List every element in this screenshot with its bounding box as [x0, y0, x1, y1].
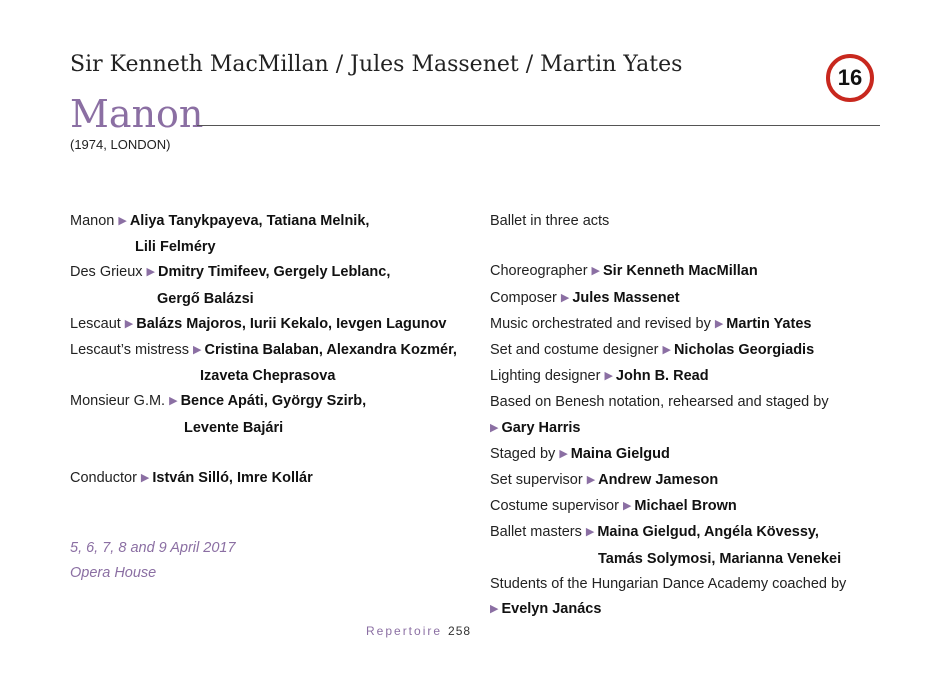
arrow-icon: ▶ [585, 526, 595, 539]
ballet-description: Ballet in three acts [490, 213, 610, 229]
page-title: Manon [70, 92, 204, 136]
credit-row-choreographer [490, 259, 890, 285]
role-label: Lescaut [70, 315, 121, 332]
credit-row-students [490, 572, 890, 597]
credit-row-staged [490, 442, 890, 468]
credit-name: Maina Gielgud, Angéla Kövessy, [597, 524, 819, 541]
cast-row-monsieur-gm [70, 389, 470, 415]
credit-label: Costume supervisor [490, 498, 619, 515]
credit-row-students-name [490, 597, 890, 623]
credit-label: Music orchestrated and revised by [490, 315, 711, 332]
cast-row-lescaut [70, 312, 470, 338]
credit-label: Set and costume designer [490, 342, 659, 358]
arrow-icon: ▶ [622, 500, 632, 513]
cast-names: István Silló, Imre Kollár [152, 470, 313, 487]
age-rating-badge [826, 54, 874, 102]
authors-line: Sir Kenneth MacMillan / Jules Massenet / Martin Yates [70, 52, 683, 77]
role-label: Manon [70, 213, 115, 229]
spacer [70, 441, 470, 466]
credit-row-composer [490, 286, 890, 312]
role-label: Monsieur G.M. [70, 393, 166, 410]
cast-names: Cristina Balaban, Alexandra Kozmér, [204, 342, 457, 359]
credit-name: Jules Massenet [572, 289, 680, 306]
role-label: Des Grieux [70, 264, 143, 281]
credit-row-benesh-name [490, 416, 890, 442]
credit-name: Sir Kenneth MacMillan [603, 263, 758, 280]
arrow-icon: ▶ [559, 447, 568, 460]
credit-row-set-supervisor [490, 468, 890, 494]
footer-section: Repertoire [366, 624, 443, 638]
cast-names: Aliya Tanykpayeva, Tatiana Melnik, [129, 213, 370, 229]
credit-label: Lighting designer [490, 368, 601, 385]
arrow-icon: ▶ [604, 370, 613, 383]
credit-label: Composer [490, 289, 557, 306]
arrow-icon: ▶ [586, 474, 596, 487]
arrow-icon: ▶ [714, 317, 724, 330]
cast-row-conductor [70, 466, 470, 492]
arrow-icon: ▶ [118, 215, 127, 227]
credit-names-continued: Tamás Solymosi, Marianna Venekei [598, 550, 842, 567]
arrow-icon: ▶ [662, 344, 671, 356]
arrow-icon: ▶ [490, 603, 499, 616]
credit-name: Maina Gielgud [570, 445, 670, 462]
credit-label: Set supervisor [490, 472, 583, 489]
credit-label: Choreographer [490, 263, 588, 280]
age-rating-value: 16 [837, 65, 863, 90]
role-label: Conductor [70, 470, 137, 487]
cast-column [70, 209, 470, 492]
spacer [490, 234, 890, 259]
cast-names-continued: Lili Felméry [135, 239, 216, 256]
cast-names: Bence Apáti, György Szirb, [180, 393, 367, 410]
credits-column [490, 209, 890, 623]
arrow-icon: ▶ [560, 291, 570, 304]
credit-row-designer [490, 338, 890, 364]
arrow-icon: ▶ [140, 472, 150, 485]
credit-row-lighting [490, 364, 890, 390]
arrow-icon: ▶ [490, 421, 499, 434]
cast-names: Dmitry Timifeev, Gergely Leblanc, [158, 264, 391, 281]
credit-label: Staged by [490, 445, 556, 462]
credit-row-benesh [490, 390, 890, 415]
premiere-info: (1974, LONDON) [70, 137, 171, 152]
credit-row-costume-supervisor [490, 494, 890, 520]
credit-name: Evelyn Janács [501, 601, 602, 618]
page-number: 258 [448, 624, 472, 638]
credit-name: Martin Yates [726, 315, 812, 332]
credit-name: Nicholas Georgiadis [673, 342, 815, 358]
performance-dates: 5, 6, 7, 8 and 9 April 2017 [70, 540, 236, 556]
cast-names: Balázs Majoros, Iurii Kekalo, Ievgen Lagunov [136, 315, 447, 332]
credit-row-music [490, 312, 890, 338]
cast-row-desgrieux [70, 260, 470, 286]
credit-label: Students of the Hungarian Dance Academy coached by [490, 575, 847, 592]
credit-name: Gary Harris [501, 419, 581, 436]
title-divider [197, 125, 880, 126]
role-label: Lescaut’s mistress [70, 342, 189, 359]
cast-row-manon [70, 209, 470, 235]
cast-row-lescaut-mistress [70, 338, 470, 364]
performance-info [70, 536, 236, 586]
credit-name: Michael Brown [634, 498, 737, 515]
arrow-icon: ▶ [146, 266, 155, 279]
performance-venue: Opera House [70, 565, 157, 582]
cast-names-continued: Levente Bajári [184, 419, 284, 436]
cast-names-continued: Gergő Balázsi [157, 290, 254, 307]
page-footer [366, 624, 471, 638]
credit-label: Ballet masters [490, 524, 582, 541]
credit-name: Andrew Jameson [598, 472, 719, 489]
arrow-icon: ▶ [169, 395, 178, 408]
credit-label: Based on Benesh notation, rehearsed and staged by [490, 394, 829, 411]
cast-names-continued: Izaveta Cheprasova [200, 368, 336, 385]
arrow-icon: ▶ [591, 265, 601, 278]
arrow-icon: ▶ [193, 344, 202, 357]
credit-row-ballet-masters [490, 520, 890, 546]
credit-name: John B. Read [615, 368, 709, 385]
arrow-icon: ▶ [124, 317, 134, 330]
